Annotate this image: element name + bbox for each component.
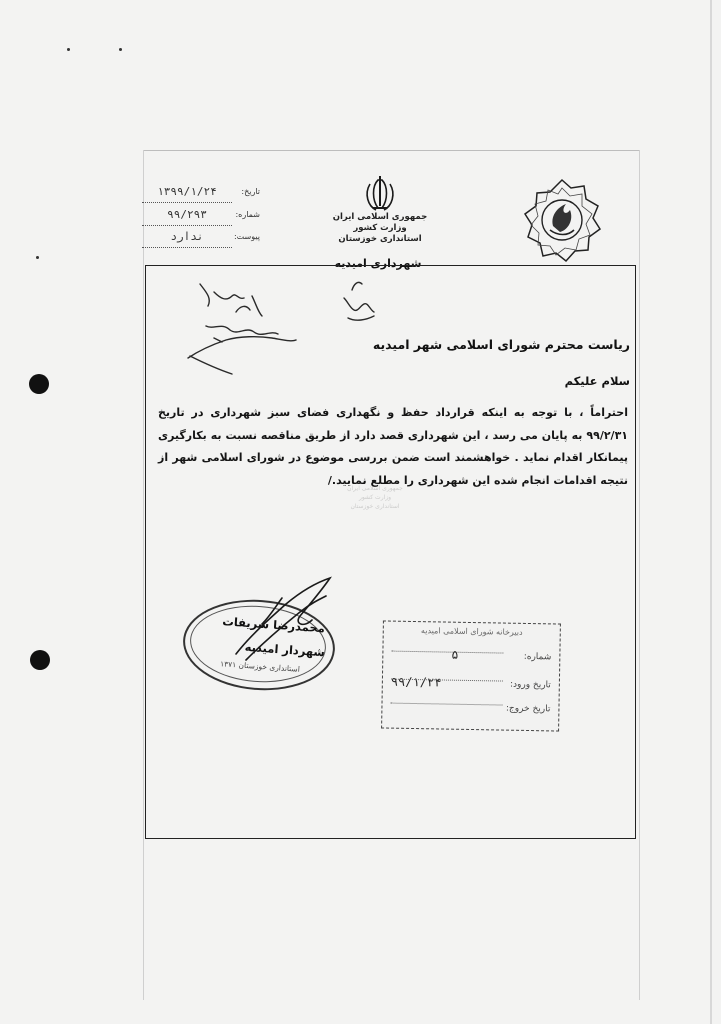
municipality-title: شهرداری امیدیه xyxy=(318,257,438,270)
receipt-number-label: شماره: xyxy=(523,651,552,663)
letter-greeting: سلام علیکم xyxy=(564,374,630,388)
receipt-entry-row xyxy=(390,674,551,691)
date-label: تاریخ: xyxy=(241,187,260,196)
attachment-label: پیوست: xyxy=(233,232,260,241)
emblem-line-1: جمهوری اسلامی ایران xyxy=(332,212,428,222)
receipt-entry-value: ۹۹/۱/۲۴ xyxy=(390,674,442,690)
seal-subtext: استانداری خوزستان ۱۳۷۱ xyxy=(219,659,301,674)
receipt-number-row xyxy=(391,647,552,663)
attachment-value: ندارد xyxy=(170,230,204,243)
letter-body: احتراماً ، با توجه به اینکه قرارداد حفظ و نگهداری فضای سبز شهرداری در تاریخ ۹۹/۲/۳۱ به پایان می رسد ، این شهرداری قصد دارد از طریق مناقصه نسبت به بکارگیری پیمانکار اقدام نماید . خواهشمند است ضمن بررسی موضوع در شورای اسلامی شهر از نتیجه اقدامات انجام شده این شهرداری را مطلع نمایید./ xyxy=(158,406,628,487)
number-label: شماره: xyxy=(235,210,260,219)
receipt-exit-row xyxy=(391,702,551,715)
signatory-role: شهردار امیدیه xyxy=(244,639,326,660)
receipt-exit-label: تاریخ خروج: xyxy=(505,703,551,715)
date-value: ۱۳۹۹/۱/۲۴ xyxy=(157,185,217,198)
receipt-number-value: ۵ xyxy=(451,647,459,662)
number-value: ۹۹/۲۹۳ xyxy=(167,208,207,221)
emblem-line-2: وزارت کشور xyxy=(353,223,407,233)
letter-heading: ریاست محترم شورای اسلامی شهر امیدیه xyxy=(372,337,630,352)
signatory-name: محمدرضا شریفات xyxy=(221,614,326,636)
emblem-line-3: استانداری خوزستان xyxy=(338,234,422,244)
faint-bleedthrough-text: جمهوری اسلامی ایران وزارت کشور استانداری خوزستان xyxy=(347,485,403,510)
receipt-stamp xyxy=(381,620,561,731)
receipt-stamp-title: دبیرخانه شورای اسلامی امیدیه xyxy=(420,626,523,637)
receipt-entry-label: تاریخ ورود: xyxy=(509,679,551,691)
